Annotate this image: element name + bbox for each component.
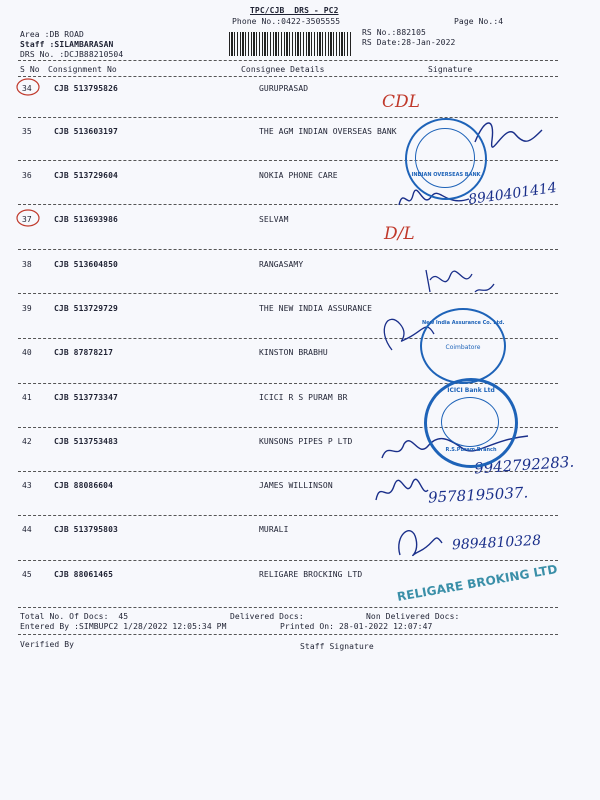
row-consignment: CJB 87878217: [54, 348, 113, 357]
handwritten-phone: 9894810328: [451, 532, 542, 554]
row-consignee: THE AGM INDIAN OVERSEAS BANK: [259, 127, 397, 136]
row-consignee: MURALI: [259, 525, 289, 534]
row-consignment: CJB 513773347: [54, 393, 118, 402]
handwritten-phone: 9942792283.: [473, 452, 575, 478]
col-consignment: Consignment No: [48, 65, 117, 74]
header-divider: [18, 60, 558, 61]
row-consignment: CJB 513753483: [54, 437, 118, 446]
rs-date: RS Date:28-Jan-2022: [362, 38, 456, 47]
row-sno: 35: [22, 127, 32, 136]
row-divider: [18, 249, 558, 250]
row-consignee: JAMES WILLINSON: [259, 481, 333, 490]
row-consignee: KUNSONS PIPES P LTD: [259, 437, 353, 446]
insurance-stamp: [420, 308, 506, 384]
row-divider: [18, 607, 558, 608]
stamp-text: INDIAN OVERSEAS BANK: [411, 172, 481, 178]
icici-stamp: [424, 378, 518, 468]
row-sno: 41: [22, 393, 32, 402]
handwritten-phone: 9578195037.: [427, 483, 529, 507]
row-divider: [18, 560, 558, 561]
row-consignment: CJB 513729604: [54, 171, 118, 180]
barcode: [229, 32, 351, 56]
row-consignment: CJB 513603197: [54, 127, 118, 136]
row-sno: 34: [22, 84, 32, 93]
row-consignee: GURUPRASAD: [259, 84, 309, 93]
circle-mark-icon: [15, 77, 41, 97]
handwritten-note-cdl: CDL: [382, 92, 420, 112]
staff-signature: Staff Signature: [300, 642, 374, 651]
stamp-text: R.S.Puram Branch: [445, 447, 497, 453]
staff-name: Staff :SILAMBARASAN: [20, 40, 114, 49]
stamp-text: ICICI Bank Ltd: [447, 387, 495, 394]
row-consignee: RELIGARE BROCKING LTD: [259, 570, 363, 579]
row-consignment: CJB 513693986: [54, 215, 118, 224]
row-sno: 42: [22, 437, 32, 446]
row-consignment: CJB 513729729: [54, 304, 118, 313]
delivered-docs: Delivered Docs:: [230, 612, 304, 621]
signature: [372, 474, 432, 510]
drs-number: DRS No. :DCJB88210504: [20, 50, 124, 59]
bank-stamp: [405, 118, 487, 200]
row-consignee: RANGASAMY: [259, 260, 304, 269]
row-consignee: KINSTON BRABHU: [259, 348, 328, 357]
row-sno: 40: [22, 348, 32, 357]
handwritten-phone: 8940401414: [467, 179, 558, 209]
row-sno: 44: [22, 525, 32, 534]
row-sno: 45: [22, 570, 32, 579]
entered-by: Entered By :SIMBUPC2 1/28/2022 12:05:34 PM: [20, 622, 227, 631]
religare-stamp: RELIGARE BROKING LTD: [396, 561, 559, 605]
non-delivered-docs: Non Delivered Docs:: [366, 612, 460, 621]
row-sno: 36: [22, 171, 32, 180]
area: Area :DB ROAD: [20, 30, 84, 39]
row-consignment: CJB 513795803: [54, 525, 118, 534]
rs-number: RS No.:882105: [362, 28, 426, 37]
row-consignment: CJB 513795826: [54, 84, 118, 93]
header-divider: [18, 76, 558, 77]
row-consignment: CJB 88086604: [54, 481, 113, 490]
row-consignment: CJB 88061465: [54, 570, 113, 579]
row-consignee: NOKIA PHONE CARE: [259, 171, 338, 180]
page-number: Page No.:4: [454, 17, 504, 26]
row-consignee: SELVAM: [259, 215, 289, 224]
signature: [420, 262, 500, 302]
row-sno: 37: [22, 215, 32, 224]
row-divider: [18, 515, 558, 516]
row-consignee: THE NEW INDIA ASSURANCE: [259, 304, 373, 313]
phone-number: Phone No.:0422-3505555: [232, 17, 341, 26]
printed-on: Printed On: 28-01-2022 12:07:47: [280, 622, 433, 631]
row-sno: 39: [22, 304, 32, 313]
col-signature: Signature: [428, 65, 473, 74]
row-sno: 38: [22, 260, 32, 269]
total-docs: Total No. Of Docs: 45: [20, 612, 129, 621]
stamp-text: New India Assurance Co. Ltd.: [422, 320, 505, 326]
circle-mark-icon: [15, 208, 41, 228]
row-consignment: CJB 513604850: [54, 260, 118, 269]
stamp-text: Coimbatore: [445, 344, 481, 351]
col-consignee: Consignee Details: [241, 65, 325, 74]
row-sno: 43: [22, 481, 32, 490]
col-sno: S No: [20, 65, 40, 74]
footer-divider: [18, 634, 558, 635]
verified-by: Verified By: [20, 640, 75, 649]
handwritten-note-dl: D/L: [384, 224, 415, 244]
document-title: TPC/CJB DRS - PC2: [250, 6, 339, 15]
row-consignee: ICICI R S PURAM BR: [259, 393, 348, 402]
signature: [390, 515, 450, 565]
